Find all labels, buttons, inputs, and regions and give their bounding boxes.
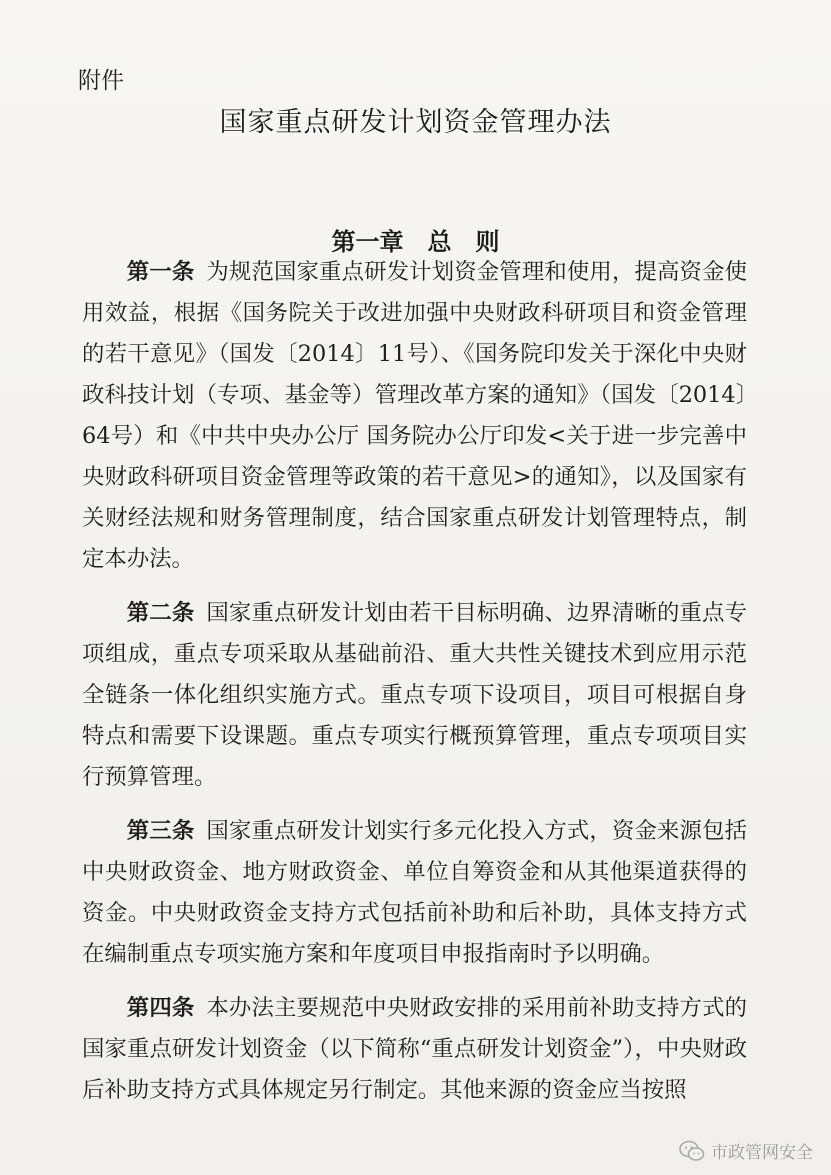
watermark-text: 市政管网安全 (711, 1143, 813, 1163)
article-number: 第二条 (126, 600, 195, 626)
article-4 (82, 988, 747, 1111)
document-title: 国家重点研发计划资金管理办法 (219, 107, 612, 138)
article-text: 国家重点研发计划实行多元化投入方式，资金来源包括中央财政资金、地方财政资金、单位自筹资金和从其他渠道获得的资金。中央财政资金支持方式包括前补助和后补助，具体支持方式在编制重点专项实施方案和年度项目申报指南时予以明确。 (82, 818, 747, 967)
wechat-icon (679, 1140, 705, 1162)
article-1 (82, 252, 747, 580)
article-number: 第三条 (126, 818, 195, 844)
article-3 (82, 811, 747, 975)
article-2 (82, 593, 747, 798)
article-text: 本办法主要规范中央财政安排的采用前补助支持方式的国家重点研发计划资金（以下简称“重点研发计划资金”），中央财政后补助支持方式具体规定另行制定。其他来源的资金应当按照 (82, 995, 747, 1103)
article-text: 为规范国家重点研发计划资金管理和使用，提高资金使用效益，根据《国务院关于改进加强中央财政科研项目和资金管理的若干意见》（国发〔2014〕11号）、《国务院印发关于深化中央财政科技计划（专项、基金等）管理改革方案的通知》（国发〔2014〕64号）和《中共中央办公厅 国务院办公厅印发<关于进一步完善中央财政科研项目资金管理等政策的若干意见>的通知》，以及国家有关财经法规和财务管理制度，结合国家重点研发计划管理特点，制定本办法。 (82, 259, 747, 572)
article-number: 第一条 (126, 259, 195, 285)
article-text: 国家重点研发计划由若干目标明确、边界清晰的重点专项组成，重点专项采取从基础前沿、重大共性关键技术到应用示范全链条一体化组织实施方式。重点专项下设项目，项目可根据自身特点和需要下设课题。重点专项实行概预算管理，重点专项项目实行预算管理。 (82, 600, 747, 790)
chapter-title: 第一章 总 则 (331, 228, 500, 256)
article-number: 第四条 (126, 995, 195, 1021)
attachment-label: 附件 (78, 68, 124, 94)
document-body (82, 252, 747, 1124)
watermark (679, 1138, 813, 1163)
